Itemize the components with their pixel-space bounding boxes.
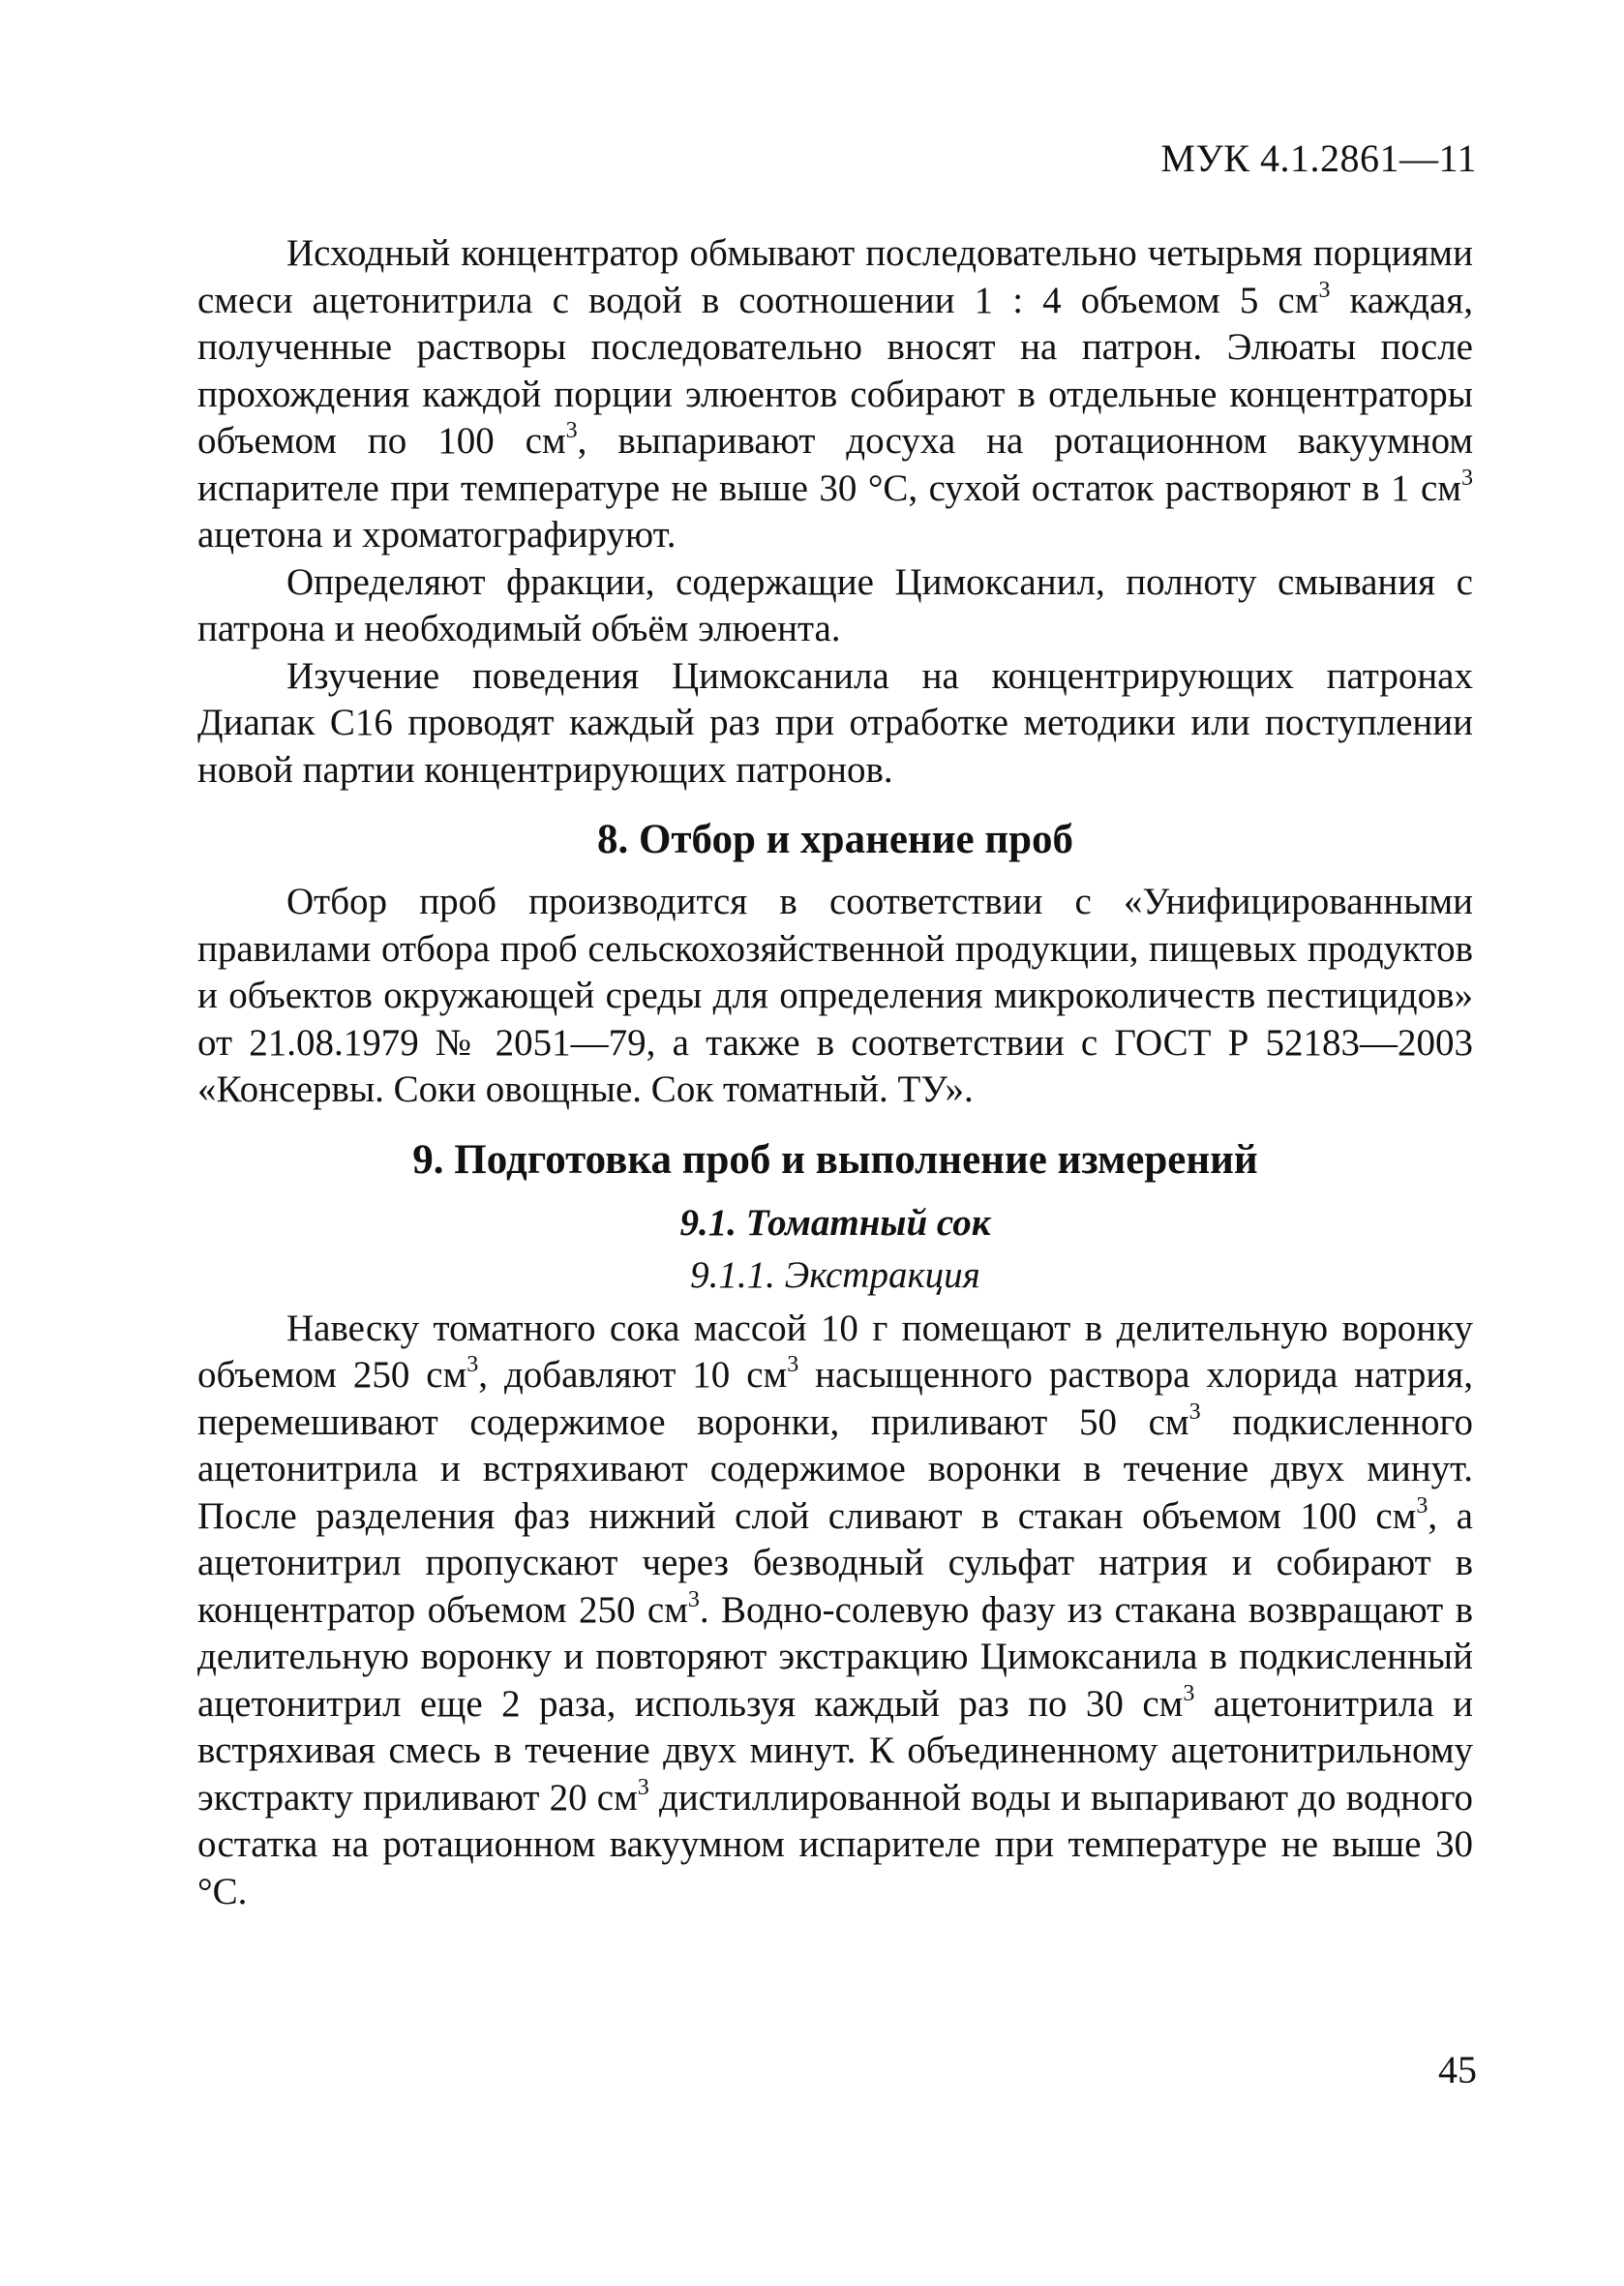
page-content (197, 230, 1473, 1915)
text-run: Навеску томатного сока массой 10 г помещают в делительную воронку объемом 250 см (197, 1307, 1473, 1396)
paragraph-extraction (197, 1306, 1473, 1916)
paragraph-sampling: Отбор проб производится в соответствии с «Унифицированными правилами отбора проб сельскохозяйственной продукции, пищевых продуктов и объектов окружающей среды для определения микроколичеств пестицидов» от 21.08.1979 № 2051—79, а также в соответствии с ГОСТ Р 52183—2003 «Консервы. Соки овощные. Сок томатный. ТУ». (197, 881, 1473, 1110)
text-run: . Водно-солевую фазу из стакана возвращают в делительную воронку и повторяют экстракцию Цимоксанила в подкисленный ацетонитрил еще 2 раза, используя каждый раз по 30 см (197, 1588, 1473, 1725)
text-run: насыщенного раствора хлорида натрия, перемешивают содержимое воронки, приливают 50 см (197, 1354, 1473, 1443)
paragraph-cartridge-study: Изучение поведения Цимоксанила на концентрирующих патронах Диапак С16 проводят каждый раз при отработке методики или поступлении новой партии концентрирующих патронов. (197, 654, 1473, 791)
superscript-3: 3 (1461, 465, 1473, 491)
superscript-3: 3 (1318, 277, 1331, 303)
text-run: ацетона и хроматографируют. (197, 514, 677, 556)
section-heading-8: 8. Отбор и хранение проб (596, 817, 1074, 862)
subsection-heading-9-1-1: 9.1.1. Экстракция (690, 1253, 980, 1296)
text-run: каждая, полученные растворы последовательно вносят на патрон. Элюаты после прохождения каждой порции элюентов собирают в отдельные концентраторы объемом по 100 см (197, 279, 1473, 462)
superscript-3: 3 (466, 1352, 479, 1377)
text-run: , выпаривают досуха на ротационном вакуумном испарителе при температуре не выше 30 °С, сухой остаток растворяют в 1 см (197, 420, 1474, 509)
paragraph-concentrator-wash (197, 230, 1473, 559)
text-run: подкисленного ацетонитрила и встряхивают содержимое воронки в течение двух минут. После разделения фаз нижний слой сливают в стакан объемом 100 см (197, 1400, 1473, 1537)
superscript-3: 3 (565, 418, 578, 443)
document-code-header: МУК 4.1.2861—11 (1160, 136, 1477, 180)
text-run: ацетонитрила и встряхивая смесь в течение двух минут. К объединенному ацетонитрильному экстракту приливают 20 см (197, 1682, 1473, 1819)
page-number: 45 (1438, 2048, 1477, 2091)
text-run: , а ацетонитрил пропускают через безводный сульфат натрия и собирают в концентратор объемом 250 см (197, 1494, 1473, 1631)
superscript-3: 3 (1416, 1492, 1429, 1519)
section-heading-9: 9. Подготовка проб и выполнение измерений (412, 1136, 1258, 1183)
superscript-3: 3 (1188, 1399, 1201, 1425)
paragraph-fractions: Определяют фракции, содержащие Цимоксанил, полноту смывания с патрона и необходимый объём элюента. (197, 560, 1473, 649)
text-run: , добавляют 10 см (478, 1354, 788, 1396)
superscript-3: 3 (787, 1352, 799, 1377)
superscript-3: 3 (637, 1774, 649, 1800)
subsection-heading-9-1: 9.1. Томатный сок (679, 1201, 991, 1244)
superscript-3: 3 (687, 1586, 700, 1612)
text-run: дистиллированной воды и выпаривают до водного остатка на ротационном вакуумном испарителе при температуре не выше 30 °С. (197, 1776, 1473, 1912)
superscript-3: 3 (1183, 1680, 1195, 1706)
text-run: Исходный концентратор обмывают последовательно четырьмя порциями смеси ацетонитрила с водой в соотношении 1 : 4 объемом 5 см (197, 232, 1473, 321)
